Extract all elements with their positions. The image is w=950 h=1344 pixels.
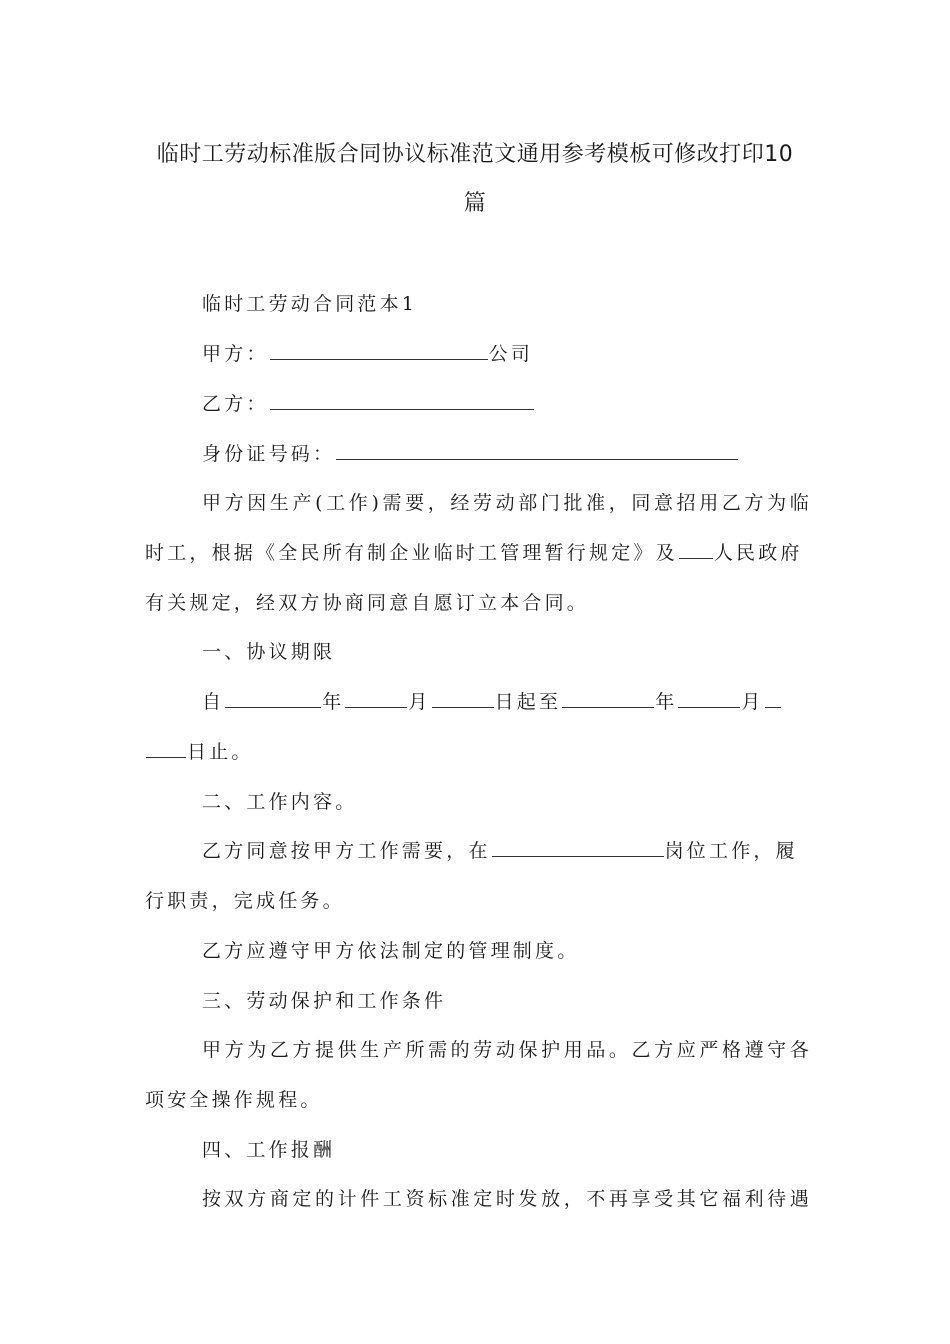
section-1-heading: 一、协议期限	[202, 641, 336, 663]
section-3-heading: 三、劳动保护和工作条件	[202, 990, 447, 1012]
end-day-blank-part1	[765, 689, 781, 708]
document-title-line1: 临时工劳动标准版合同协议标准范文通用参考模板可修改打印10	[156, 142, 794, 167]
party-a-line	[202, 339, 812, 366]
intro-line-2	[145, 538, 810, 565]
term-end-label: 日止。	[187, 741, 254, 763]
document-title-line2: 篇	[463, 191, 487, 216]
job-duties-line: 行职责，完成任务。	[145, 890, 345, 912]
end-month-blank	[678, 689, 740, 708]
start-day-blank	[432, 689, 494, 708]
rules-compliance-line: 乙方应遵守甲方依法制定的管理制度。	[202, 940, 580, 962]
section-4-heading: 四、工作报酬	[202, 1139, 336, 1161]
id-number-line	[202, 439, 812, 466]
intro-line-2-text: 时工，根据《全民所有制企业临时工管理暂行规定》及	[145, 542, 678, 564]
party-a-blank	[270, 341, 488, 360]
section-2-heading: 二、工作内容。	[202, 791, 358, 813]
party-b-label: 乙方：	[202, 393, 269, 415]
party-b-line	[202, 389, 812, 416]
id-number-label: 身份证号码：	[202, 443, 336, 465]
government-blank	[679, 540, 713, 559]
section-heading: 临时工劳动合同范本1	[202, 293, 418, 315]
party-b-blank	[270, 391, 534, 410]
job-post-suffix: 岗位工作，履	[664, 840, 798, 862]
party-a-label: 甲方：	[202, 343, 269, 365]
end-day-blank-part2	[146, 739, 186, 758]
intro-line-2-suffix: 人民政府	[713, 542, 803, 564]
id-number-blank	[336, 441, 738, 460]
job-post-text: 乙方同意按甲方工作需要，在	[202, 840, 491, 862]
party-a-suffix: 公司	[488, 343, 534, 365]
remuneration-line-1: 按双方商定的计件工资标准定时发放，不再享受其它福利待遇	[202, 1188, 812, 1210]
job-post-line	[202, 836, 812, 863]
start-month-blank	[345, 689, 407, 708]
term-dates-line	[202, 687, 812, 714]
protection-line-2: 项安全操作规程。	[145, 1089, 323, 1111]
job-post-blank	[492, 838, 664, 857]
end-month-label: 月	[741, 691, 764, 713]
term-from-label: 自	[202, 691, 225, 713]
protection-line-1: 甲方为乙方提供生产所需的劳动保护用品。乙方应严格遵守各	[202, 1039, 812, 1061]
intro-line-1: 甲方因生产(工作)需要，经劳动部门批准，同意招用乙方为临	[202, 492, 812, 514]
end-year-blank	[562, 689, 654, 708]
intro-line-3: 有关规定，经双方协商同意自愿订立本合同。	[145, 592, 590, 614]
start-year-label: 年	[322, 691, 345, 713]
end-year-label: 年	[655, 691, 678, 713]
start-month-label: 月	[408, 691, 431, 713]
start-day-label: 日起至	[494, 691, 562, 713]
start-year-blank	[225, 689, 321, 708]
term-end-line	[145, 737, 810, 764]
